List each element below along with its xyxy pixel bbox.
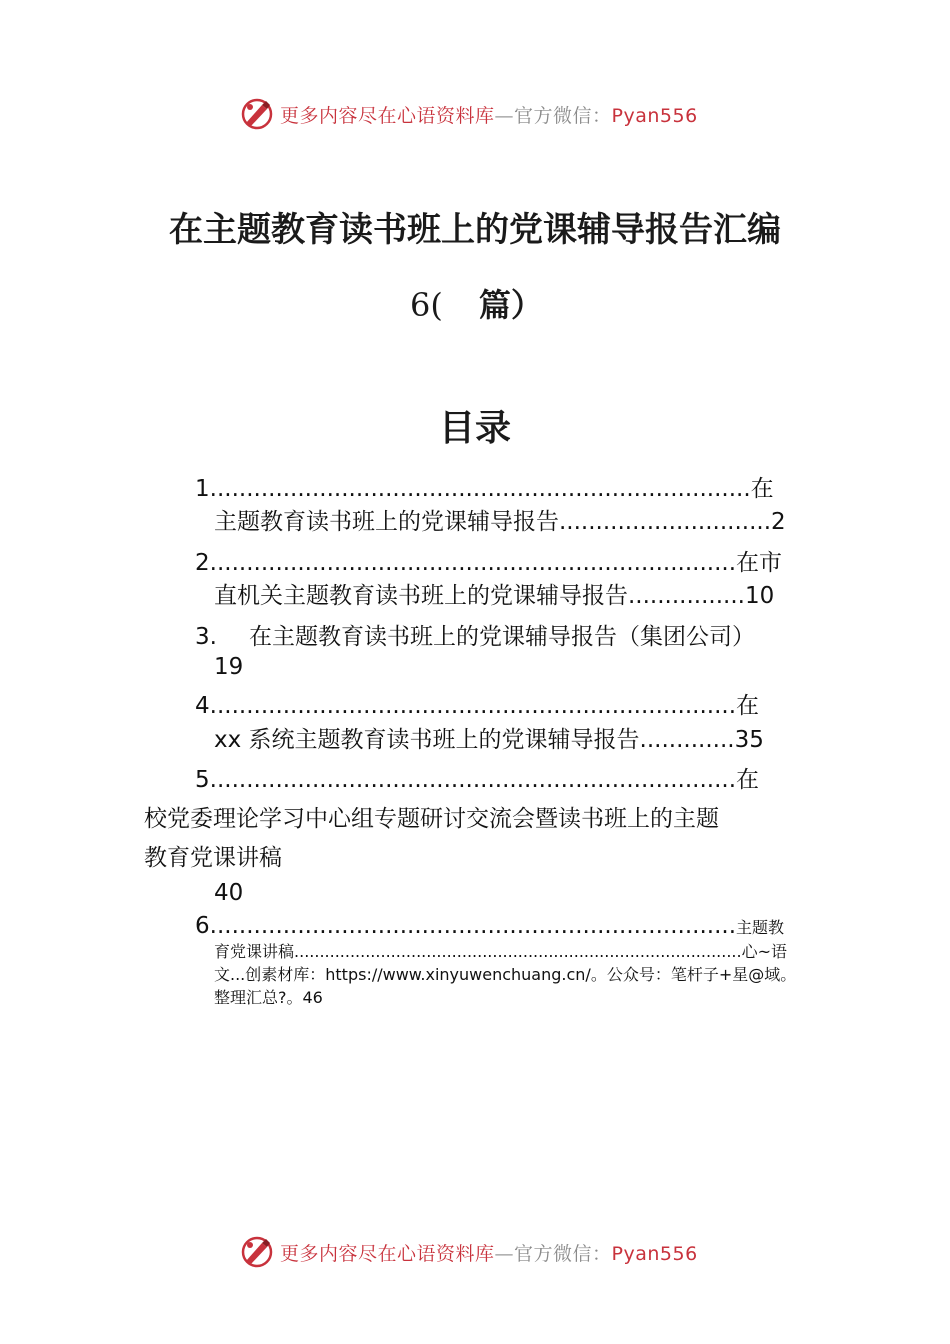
document-subtitle <box>410 280 543 326</box>
banner-text <box>280 1239 698 1266</box>
document-title: 在主题教育读书班上的党课辅导报告汇编 <box>169 210 781 250</box>
toc-item-text: 育党课讲稿 <box>214 942 295 961</box>
banner-separator: — <box>494 1242 515 1265</box>
banner-separator: — <box>494 104 515 127</box>
toc-page-number: 10 <box>744 583 775 609</box>
toc-item-5-line-2[interactable] <box>144 803 844 835</box>
toc-item-6-line-4[interactable] <box>214 987 514 1009</box>
toc-item-3-line-2[interactable] <box>214 651 314 683</box>
toc-leader-dots: ............. <box>639 727 735 753</box>
toc-item-number: 5 <box>195 767 210 793</box>
toc-item-3-line-1[interactable] <box>195 621 835 653</box>
subtitle-number: 6( <box>410 286 443 324</box>
toc-item-6-line-2[interactable] <box>214 941 834 963</box>
toc-leader-dots: ........................................................................ <box>209 913 737 939</box>
toc-item-text: xx 系统主题教育读书班上的党课辅导报告 <box>214 727 640 753</box>
toc-item-text: 在 <box>736 693 760 719</box>
toc-item-5-line-1[interactable] <box>195 764 835 796</box>
toc-page-number: 35 <box>734 727 764 753</box>
toc-leader-dots: ........................................................................ <box>209 693 737 719</box>
toc-leader-dots: ................ <box>628 583 745 609</box>
toc-item-text: 在市 <box>736 550 783 576</box>
toc-item-4-line-1[interactable] <box>195 690 835 722</box>
toc-item-text: 在 <box>750 476 774 502</box>
toc-item-text: 主题教育读书班上的党课辅导报告 <box>214 509 559 535</box>
toc-item-2-line-1[interactable] <box>195 547 835 579</box>
toc-leader-dots: ........................................................................ <box>209 767 737 793</box>
toc-page-number: 40 <box>214 880 244 906</box>
toc-item-number: 4 <box>195 693 210 719</box>
toc-leader-dots: ........................................................................................ <box>294 942 742 961</box>
toc-leader-dots: .......................................................................... <box>209 476 751 502</box>
toc-item-text: 教育党课讲稿 <box>144 845 282 871</box>
toc-item-number: 1 <box>195 476 210 502</box>
toc-item-number: 3. <box>195 624 217 650</box>
header-banner <box>240 96 740 132</box>
toc-item-text: 直机关主题教育读书班上的党课辅导报告 <box>214 583 628 609</box>
toc-item-number: 2 <box>195 550 210 576</box>
toc-heading: 目录 <box>438 407 511 449</box>
toc-item-text: 在 <box>736 767 760 793</box>
banner-sub: 官方微信： <box>514 1242 612 1265</box>
toc-item-5-line-4[interactable] <box>214 877 314 909</box>
toc-leader-dots: ........................................................................ <box>209 550 737 576</box>
toc-page-number: 19 <box>214 654 244 680</box>
toc-leader-dots: ............................. <box>559 509 772 535</box>
banner-text <box>280 101 698 128</box>
toc-item-text: 校党委理论学习中心组专题研讨交流会暨读书班上的主题 <box>144 806 719 832</box>
banner-wechat-id: Pyan556 <box>611 104 698 127</box>
toc-item-text: 主题教 <box>736 918 785 937</box>
toc-page-number: 2 <box>771 509 786 535</box>
toc-item-text: 文...创素材库：https://www.xinyuwenchuang.cn/。公众号：笔杆子+星@域。 <box>214 965 797 984</box>
banner-wechat-id: Pyan556 <box>611 1242 698 1265</box>
pen-logo-icon <box>240 1235 274 1269</box>
banner-main: 更多内容尽在心语资料库 <box>280 104 495 127</box>
toc-item-text: 整理汇总?。46 <box>214 988 323 1007</box>
toc-item-1-line-1[interactable] <box>195 473 835 505</box>
toc-item-5-line-3[interactable] <box>144 842 544 874</box>
toc-item-6-line-3[interactable] <box>214 964 874 986</box>
pen-logo-icon <box>240 97 274 131</box>
toc-item-1-line-2[interactable] <box>214 506 834 538</box>
banner-sub: 官方微信： <box>514 104 612 127</box>
toc-item-4-line-2[interactable] <box>214 724 834 756</box>
toc-item-2-line-2[interactable] <box>214 580 834 612</box>
subtitle-word: 篇） <box>478 286 543 324</box>
toc-item-text: 在主题教育读书班上的党课辅导报告（集团公司） <box>248 624 755 650</box>
footer-banner <box>240 1234 740 1270</box>
banner-main: 更多内容尽在心语资料库 <box>280 1242 495 1265</box>
toc-item-text: 心~语 <box>741 942 787 961</box>
toc-item-number: 6 <box>195 913 210 939</box>
toc-item-6-line-1[interactable] <box>195 910 835 944</box>
